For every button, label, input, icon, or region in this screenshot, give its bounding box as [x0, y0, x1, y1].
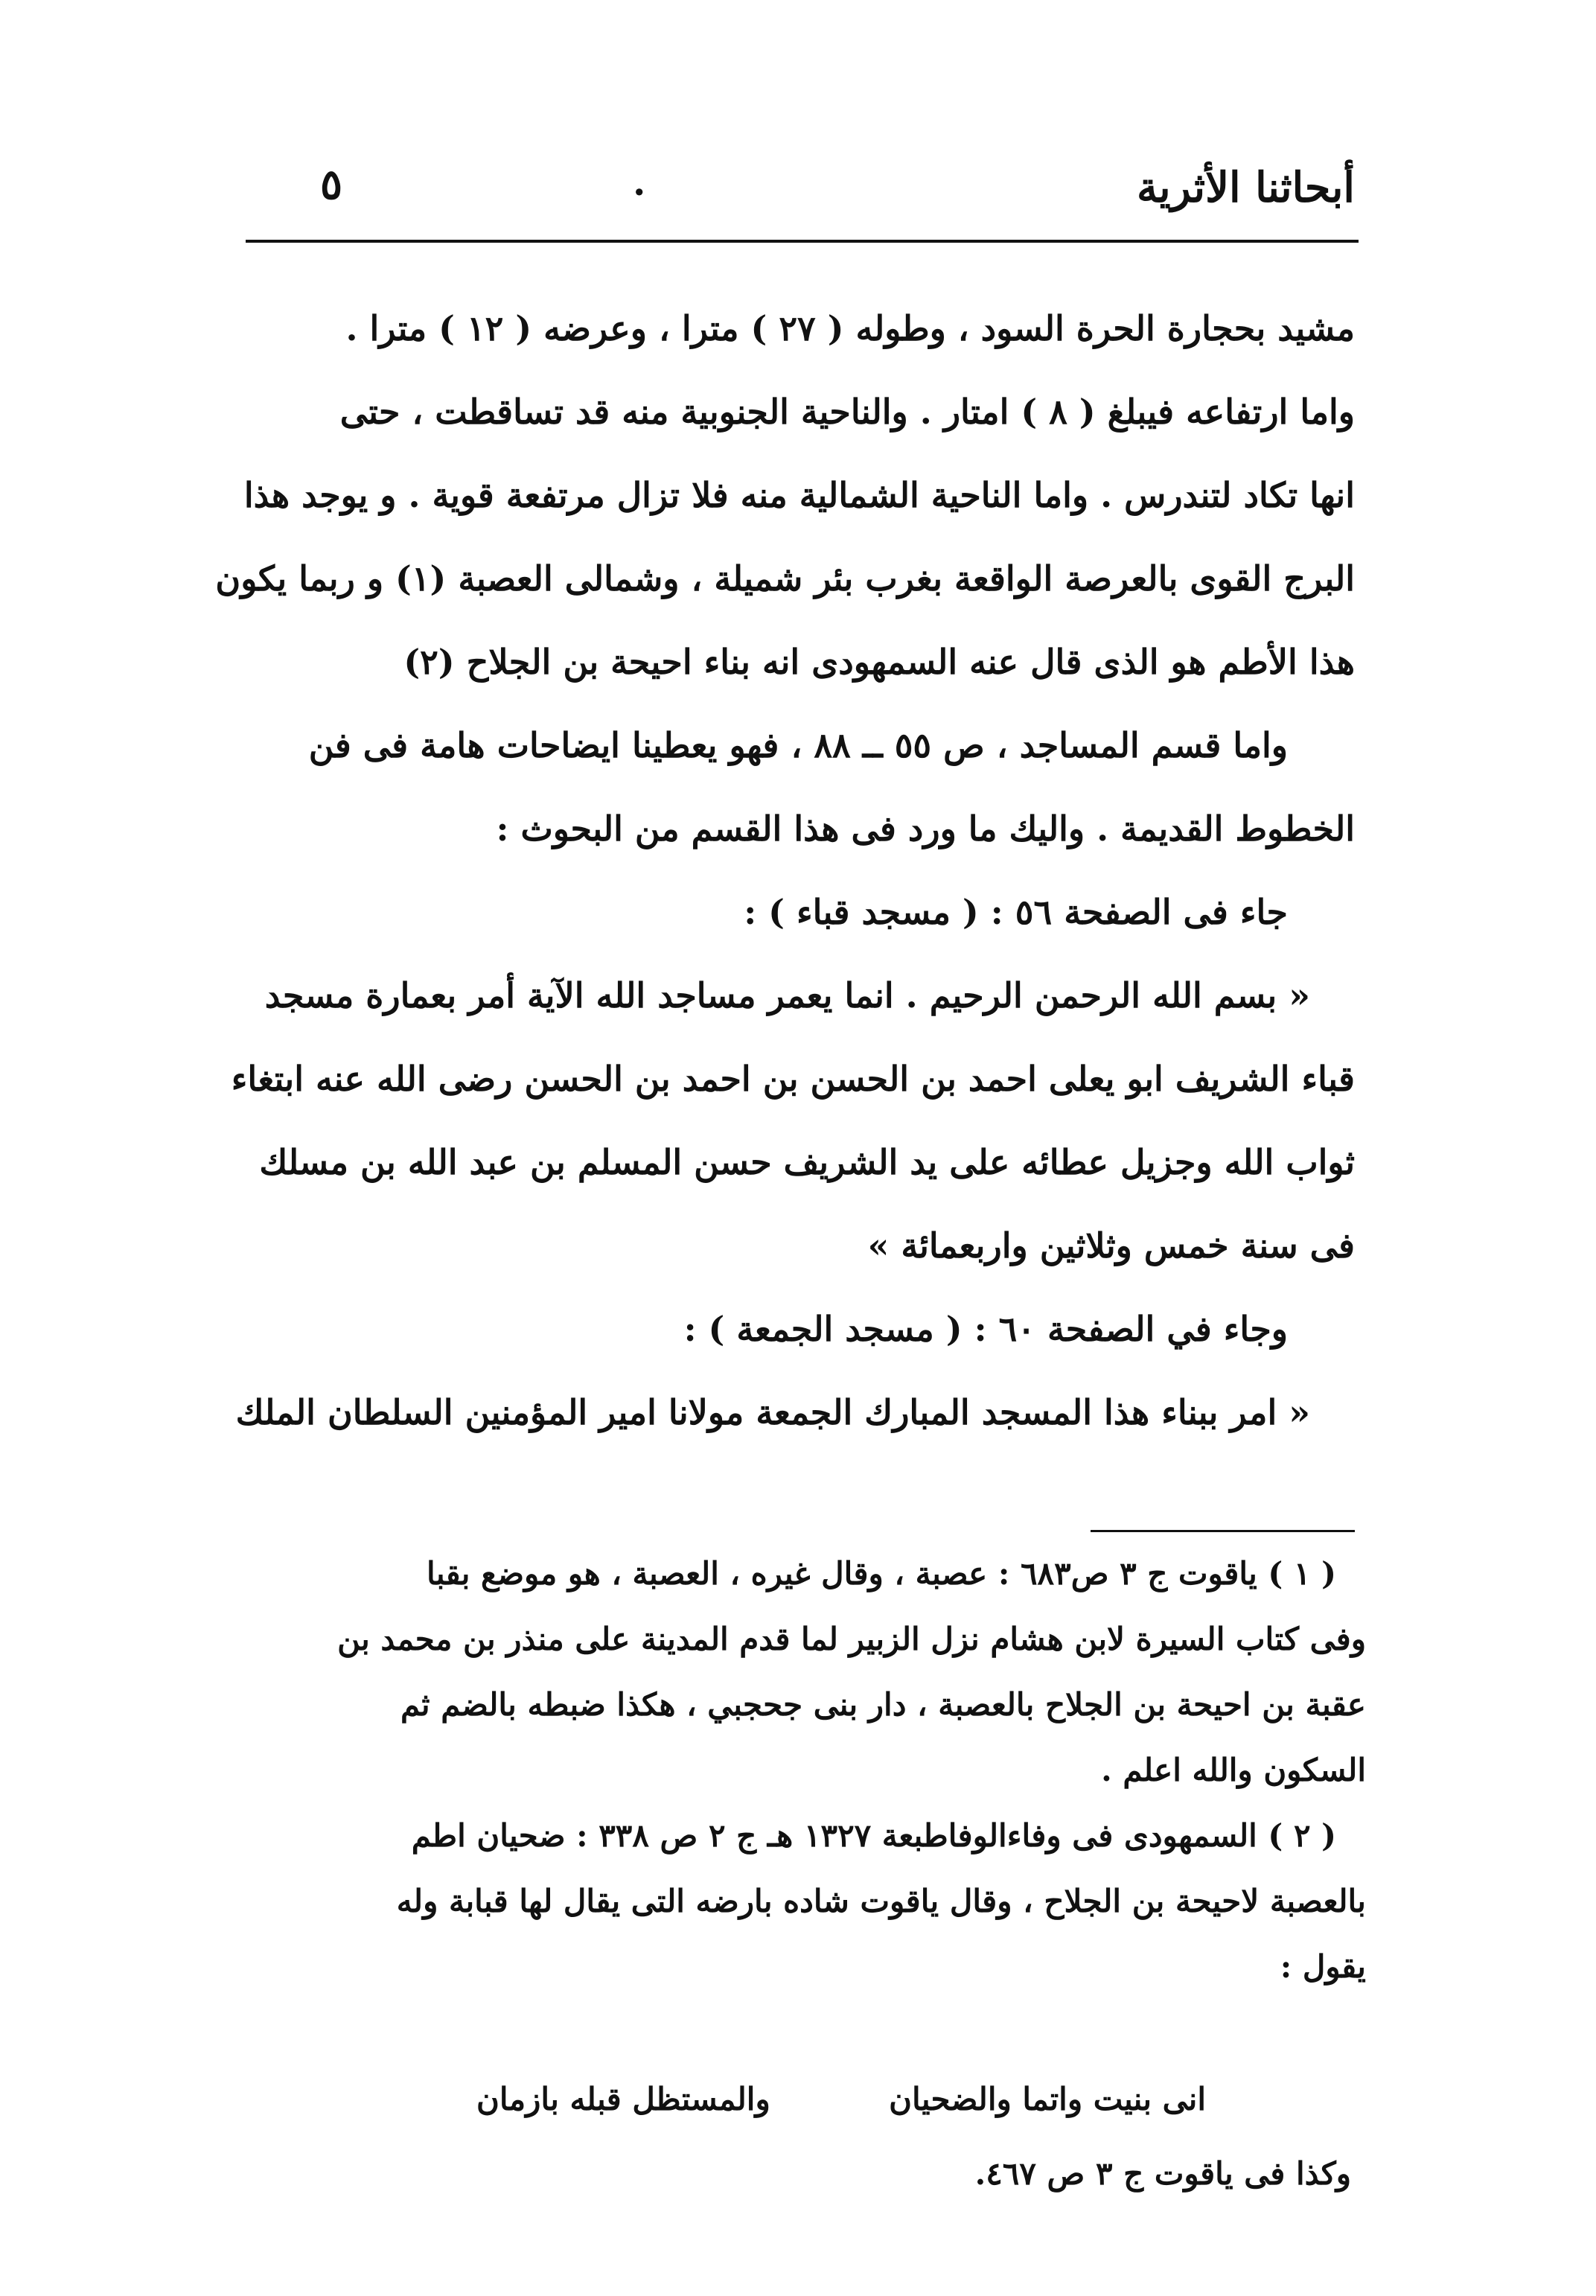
body-line: هذا الأطم هو الذى قال عنه السمهودى انه بناء احيحة بن الجلاح (٢)	[403, 642, 1355, 682]
body-line: الخطوط القديمة . واليك ما ورد فى هذا القسم من البحوث :	[496, 809, 1355, 849]
footnote-line: ( ٢ ) السمهودى فى وفاءالوفاطبعة ١٣٢٧ هـ ج ٢ ص ٣٣٨ : ضحيان اطم	[411, 1817, 1336, 1854]
footnote-separator	[1091, 1530, 1355, 1532]
body-line: مشيد بحجارة الحرة السود ، وطوله ( ٢٧ ) مترا ، وعرضه ( ١٢ ) مترا .	[345, 308, 1355, 348]
footnote-line: السكون والله اعلم .	[1101, 1752, 1366, 1788]
page-header	[246, 153, 1355, 235]
footnote-line: يقول :	[1280, 1948, 1366, 1985]
body-line: انها تكاد لتندرس . واما الناحية الشمالية منه فلا تزال مرتفعة قوية . و يوجد هذا	[243, 475, 1355, 515]
footnote-closing-line: وكذا فى ياقوت ج ٣ ص ٤٦٧.	[974, 2155, 1351, 2192]
page-number: ٥	[320, 160, 343, 209]
footnote-line: وفى كتاب السيرة لابن هشام نزل الزبير لما قدم المدينة على منذر بن محمد بن	[337, 1621, 1366, 1657]
body-line: البرج القوى بالعرصة الواقعة بغرب بئر شميلة ، وشمالى العصبة (١) و ربما يكون	[215, 558, 1355, 599]
poetry-verse	[462, 2081, 1206, 2148]
inscription-line: فى سنة خمس وثلاثين واربعمائة »	[867, 1225, 1355, 1266]
inscription-line: قباء الشريف ابو يعلى احمد بن الحسن بن احمد بن الحسن رضى الله عنه ابتغاء	[231, 1059, 1355, 1099]
header-rule	[246, 240, 1359, 243]
footnote-line: بالعصبة لاحيحة بن الجلاح ، وقال ياقوت شاده بارضه التى يقال لها قبابة وله	[396, 1883, 1366, 1919]
header-dot: .	[633, 160, 646, 204]
footnotes	[261, 1541, 1366, 2000]
inscription-line: « امر ببناء هذا المسجد المبارك الجمعة مولانا امير المؤمنين السلطان الملك	[235, 1392, 1310, 1432]
body-line: واما قسم المساجد ، ص ٥٥ ــ ٨٨ ، فهو يعطينا ايضاحات هامة فى فن	[308, 725, 1288, 765]
body-line: جاء فى الصفحة ٥٦ : ( مسجد قباء ) :	[744, 892, 1288, 932]
footnote-line: ( ١ ) ياقوت ج ٣ ص٦٨٣ : عصبة ، وقال غيره ، العصبة ، هو موضع بقبا	[427, 1555, 1336, 1592]
verse-second-hemistich: والمستظل قبله بازمان	[476, 2081, 770, 2117]
body-line: واما ارتفاعه فيبلغ ( ٨ ) امتار . والناحية الجنوبية منه قد تساقطت ، حتى	[339, 392, 1355, 432]
verse-first-hemistich: انى بنيت واتما والضحيان	[889, 2081, 1206, 2117]
inscription-line: « بسم الله الرحمن الرحيم . انما يعمر مساجد الله الآية أمر بعمارة مسجد	[264, 975, 1310, 1015]
footnote-line: عقبة بن احيحة بن الجلاح بالعصبة ، دار بنى جحجبي ، هكذا ضبطه بالضم ثم	[400, 1686, 1366, 1723]
main-text	[215, 287, 1355, 1454]
body-line: وجاء في الصفحة ٦٠ : ( مسجد الجمعة ) :	[683, 1309, 1288, 1349]
running-title: أبحاثنا الأثرية	[1137, 163, 1355, 212]
inscription-line: ثواب الله وجزيل عطائه على يد الشريف حسن المسلم بن عبد الله بن مسلك	[259, 1142, 1355, 1182]
